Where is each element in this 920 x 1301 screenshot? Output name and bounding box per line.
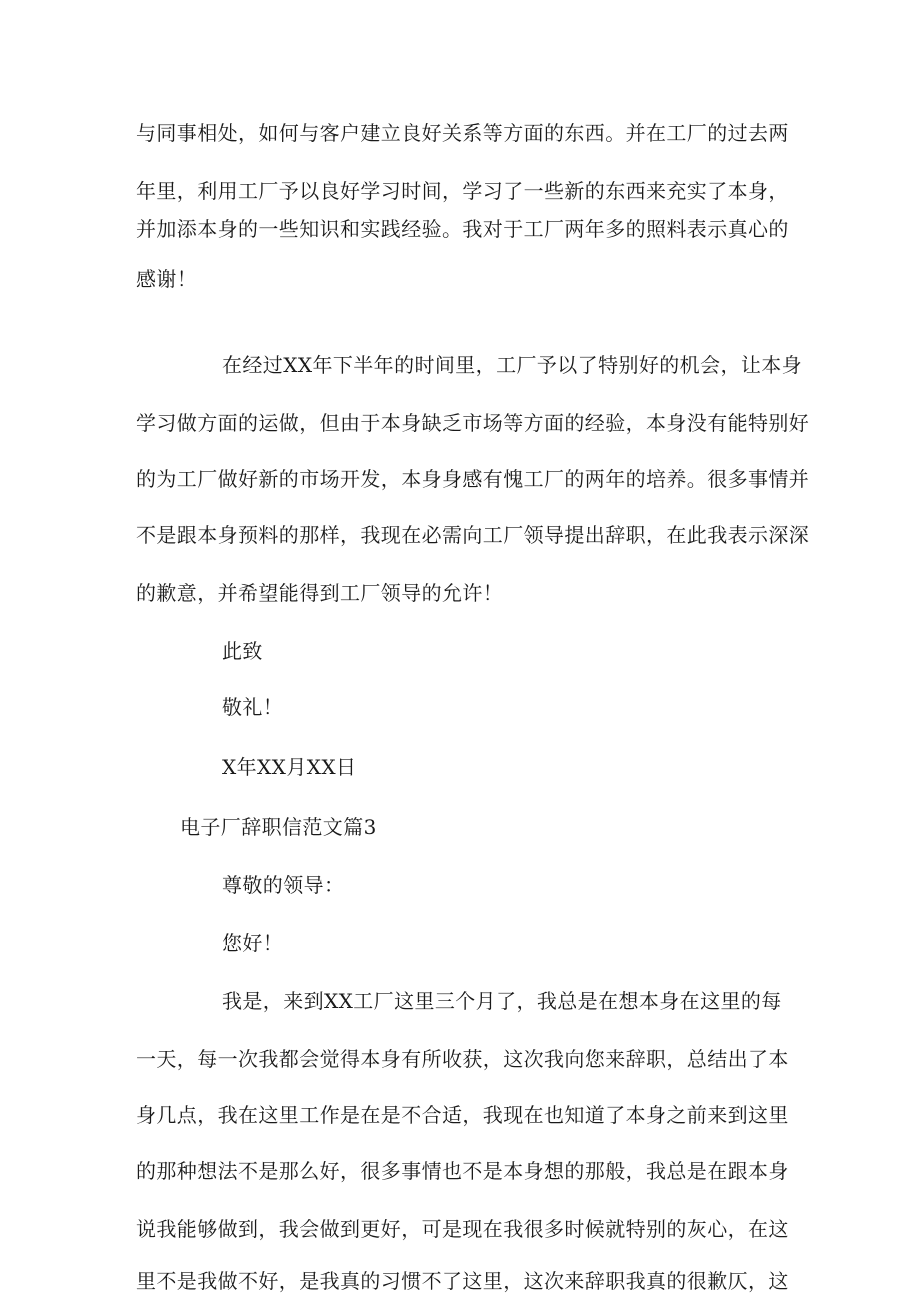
letter-3-salutation: 尊敬的领导： bbox=[222, 873, 345, 897]
closing-greeting: 此致 bbox=[222, 639, 263, 663]
letter-3-body-line-1: 我是，来到XX工厂这里三个月了，我总是在想本身在这里的每 bbox=[222, 989, 782, 1013]
letter-3-hello: 您好！ bbox=[222, 931, 284, 955]
paragraph-2-line-5: 的歉意，并希望能得到工厂领导的允许！ bbox=[136, 581, 504, 605]
paragraph-2-line-1: 在经过XX年下半年的时间里，工厂予以了特别好的机会，让本身 bbox=[222, 353, 803, 377]
paragraph-1-line-1: 与同事相处，如何与客户建立良好关系等方面的东西。并在工厂的过去两 bbox=[136, 121, 789, 145]
paragraph-2-line-2: 学习做方面的运做，但由于本身缺乏市场等方面的经验，本身没有能特别好 bbox=[136, 411, 810, 435]
paragraph-2-line-4: 不是跟本身预料的那样，我现在必需向工厂领导提出辞职，在此我表示深深 bbox=[136, 523, 810, 547]
paragraph-1-line-3: 并加添本身的一些知识和实践经验。我对于工厂两年多的照料表示真心的 bbox=[136, 217, 789, 241]
letter-3-body-line-4: 的那种想法不是那么好，很多事情也不是本身想的那般，我总是在跟本身 bbox=[136, 1159, 789, 1183]
letter-3-body-line-6: 里不是我做不好，是我真的习惯不了这里，这次来辞职我真的很歉仄，这 bbox=[136, 1269, 789, 1293]
letter-3-body-line-2: 一天，每一次我都会觉得本身有所收获，这次我向您来辞职，总结出了本 bbox=[136, 1047, 789, 1071]
letter-3-body-line-3: 身几点，我在这里工作是在是不合适，我现在也知道了本身之前来到这里 bbox=[136, 1103, 789, 1127]
paragraph-1-line-4: 感谢！ bbox=[136, 267, 198, 291]
closing-salute: 敬礼！ bbox=[222, 695, 284, 719]
closing-date: X年XX月XX日 bbox=[222, 755, 357, 779]
letter-3-body-line-5: 说我能够做到，我会做到更好，可是现在我很多时候就特别的灰心，在这 bbox=[136, 1217, 789, 1241]
paragraph-1-line-2: 年里，利用工厂予以良好学习时间，学习了一些新的东西来充实了本身， bbox=[136, 179, 789, 203]
section-title: 电子厂辞职信范文篇3 bbox=[180, 815, 377, 839]
paragraph-2-line-3: 的为工厂做好新的市场开发，本身身感有愧工厂的两年的培养。很多事情并 bbox=[136, 467, 810, 491]
